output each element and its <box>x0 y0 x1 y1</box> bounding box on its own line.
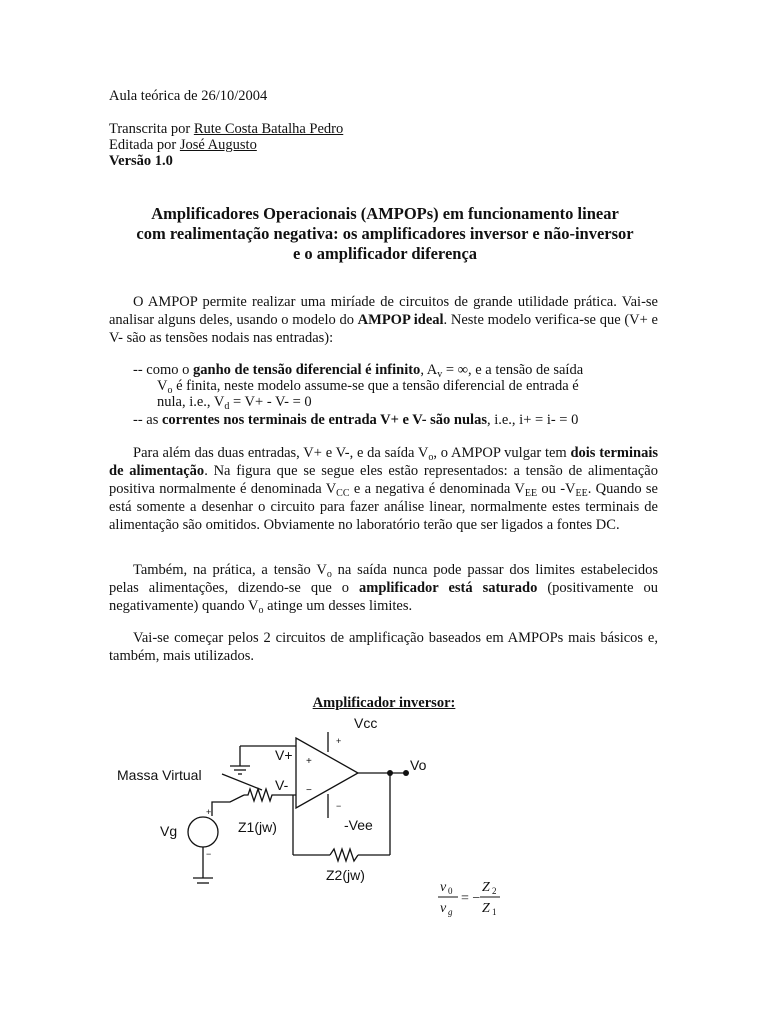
vminus-label: V- <box>275 777 289 793</box>
p3-text-3: (positivamente ou negativamente) quando V <box>109 580 658 614</box>
bullet-1-bold: ganho de tensão diferencial é infinito <box>193 362 421 378</box>
p2-sub-1: o <box>428 452 434 463</box>
bullet-3-sub: d <box>224 401 230 412</box>
z1-source-wire <box>212 795 244 816</box>
bullet-1-mid: , A <box>420 362 438 378</box>
p3-sub-2: o <box>258 605 264 616</box>
z1-resistor <box>244 789 276 801</box>
editor-name: José Augusto <box>179 137 257 153</box>
p3-sub-1: o <box>326 569 332 580</box>
output-terminal <box>403 770 409 776</box>
bullet-2-post: é finita, neste modelo assume-se que a tensão diferencial de entrada é <box>172 378 579 394</box>
bullet-1-post: = ∞, e a tensão de saída <box>442 362 584 378</box>
p3-bold-saturado: amplificador está saturado <box>358 580 538 596</box>
z1-label: Z1(jw) <box>238 819 277 835</box>
vg-label: Vg <box>160 823 178 839</box>
p3-text-1: Também, na prática, a tensão V <box>133 562 327 578</box>
bullet-3-pre: nula, i.e., V <box>157 394 225 410</box>
p2-text-4: e a negativa é denominada V <box>349 481 525 497</box>
vcc-label: Vcc <box>354 715 378 731</box>
formula-den-right: Z <box>482 901 490 916</box>
massa-virtual-pointer <box>222 774 262 790</box>
p3-text-2: na saída nunca pode passar dos limites estabelecidos pelas alimentações, dizendo-se que o <box>109 562 658 596</box>
transcribed-prefix: Transcrita por <box>109 121 194 137</box>
p2-text-6: . Quando se está somente a desenhar o circuito para fazer análise linear, normalmente estes terminais de alimentação são omitidos. Obviamente no laboratório terão que ser ligados a fontes DC. <box>109 481 658 533</box>
p2-text-2: , o AMPOP vulgar tem <box>433 445 571 461</box>
bullet-1-pre: -- como o <box>133 362 193 378</box>
version-label: Versão 1.0 <box>109 153 173 169</box>
bullet-4-bold: correntes nos terminais de entrada V+ e V- são nulas <box>162 412 487 428</box>
p2-text-3: . Na figura que se segue eles estão representados: a tensão de alimentação positiva normalmente é denominada V <box>109 463 658 497</box>
output-node <box>387 770 393 776</box>
opamp-minus-input: − <box>306 785 312 796</box>
bullet-4-pre: -- as <box>133 412 162 428</box>
bullet-2-pre: V <box>157 378 168 394</box>
formula-den-left-sub: g <box>448 907 453 917</box>
formula-den-right-sub: 1 <box>492 907 497 917</box>
bullet-4-post: , i.e., i+ = i- = 0 <box>486 412 579 428</box>
massa-virtual-label: Massa Virtual <box>117 767 202 783</box>
p3-text-4: atinge um desses limites. <box>263 598 413 614</box>
voltage-source-vg <box>188 817 218 847</box>
z2-label: Z2(jw) <box>326 867 365 883</box>
formula-equals-minus: = − <box>461 891 481 906</box>
p2-bold-terminals: dois terminais de alimentação <box>109 445 659 479</box>
formula-num-left-sub: 0 <box>448 886 453 896</box>
edited-prefix: Editada por <box>109 137 180 153</box>
p1-text-1: O AMPOP permite realizar uma miríade de circuitos de grande utilidade prática. Vai-se analisar alguns deles, usando o modelo do <box>109 294 658 328</box>
p4-text-1: Vai-se começar pelos 2 circuitos de amplificação baseados em AMPOPs mais básicos e, também, mais utilizados. <box>109 630 658 664</box>
source-plus-mark: + <box>206 807 212 817</box>
opamp-plus-input: + <box>306 756 312 767</box>
p2-sub-ee: EE <box>524 488 538 499</box>
vee-label: -Vee <box>344 817 373 833</box>
vplus-label: V+ <box>275 747 293 763</box>
transfer-function <box>438 880 500 917</box>
bullet-1-sub: v <box>437 369 443 380</box>
title-line-2: com realimentação negativa: os amplificadores inversor e não-inversor <box>136 224 634 243</box>
bullet-2-sub: o <box>167 385 173 396</box>
bullet-3-post: = V+ - V- = 0 <box>229 394 312 410</box>
formula-den-left: v <box>440 901 447 916</box>
transcriber-name: Rute Costa Batalha Pedro <box>193 121 344 137</box>
z2-resistor <box>330 849 358 861</box>
p2-sub-cc: CC <box>336 488 350 499</box>
supply-minus-mark: − <box>336 801 342 811</box>
figure-title: Amplificador inversor: <box>312 695 456 711</box>
p1-text-2: . Neste modelo verifica-se que (V+ e V- são as tensões nodais nas entradas): <box>109 312 658 346</box>
p2-text-1: Para além das duas entradas, V+ e V-, e da saída V <box>133 445 429 461</box>
formula-num-right-sub: 2 <box>492 886 497 896</box>
formula-num-right: Z <box>482 880 490 895</box>
vo-label: Vo <box>410 757 427 773</box>
p2-sub-ee-2: EE <box>575 488 588 499</box>
formula-num-left: v <box>440 880 447 895</box>
title-line-1: Amplificadores Operacionais (AMPOPs) em funcionamento linear <box>151 204 619 223</box>
p1-bold-ampop-ideal: AMPOP ideal <box>357 312 444 328</box>
opamp-triangle <box>296 738 358 808</box>
lecture-date: Aula teórica de 26/10/2004 <box>109 88 268 104</box>
supply-plus-mark: + <box>336 736 342 746</box>
p2-text-5: ou -V <box>537 481 576 497</box>
source-minus-mark: − <box>206 849 212 859</box>
title-line-3: e o amplificador diferença <box>292 244 478 263</box>
